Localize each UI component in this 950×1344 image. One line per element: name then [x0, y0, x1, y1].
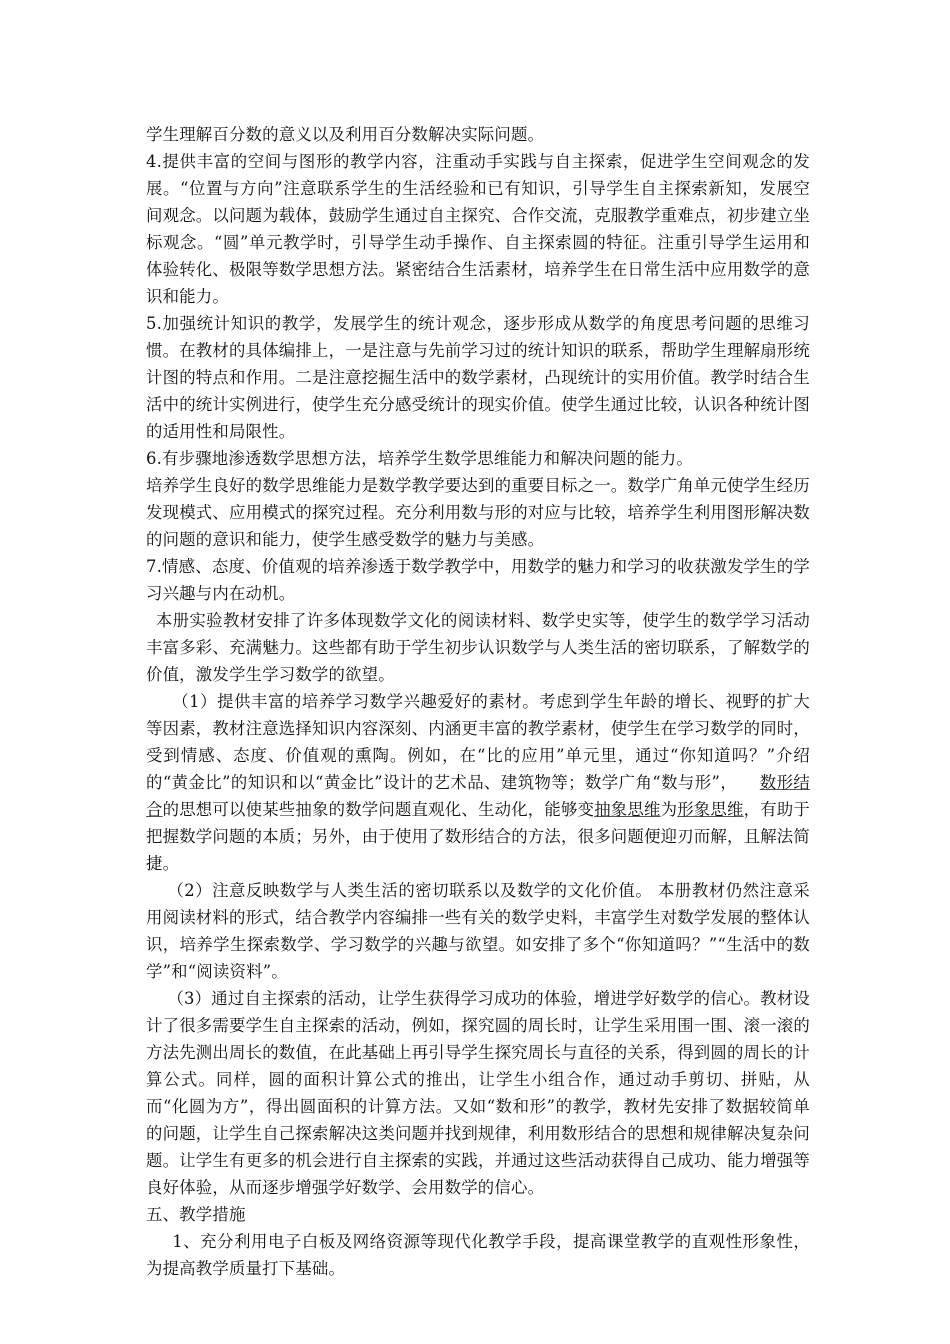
text-segment: ，有助于把握数学问题的本质；另外，由于使用了数形结合的方法，很多问题便迎刃而解，且解法简捷。	[146, 800, 810, 873]
paragraph-item-4-space-geometry: 4.提供丰富的空间与图形的教学内容，注重动手实践与自主探索，促进学生空间观念的发展。“位置与方向”注意联系学生的生活经验和已有知识，引导学生自主探索新知，发展空间观念。以问题为载体，鼓励学生通过自主探究、合作交流，克服教学重难点，初步建立坐标观念。“圆”单元教学时，引导学生动手操作、自主探索圆的特征。注重引导学生运用和体验转化、极限等数学思想方法。紧密结合生活素材，培养学生在日常生活中应用数学的意识和能力。	[146, 152, 810, 306]
paragraph-item-6-math-thinking: 6.有步骤地渗透数学思想方法，培养学生数学思维能力和解决问题的能力。	[146, 449, 693, 468]
paragraph-measure-1: 1、充分利用电子白板及网络资源等现代化教学手段，提高课堂教学的直观性形象性，为提高教学质量打下基础。	[146, 1232, 810, 1278]
link-shuxing-jiehe[interactable]: 数形结合	[146, 773, 811, 819]
link-image-thinking[interactable]: 形象思维	[677, 800, 744, 819]
paragraph-thinking-ability: 培养学生良好的数学思维能力是数学教学要达到的重要目标之一。数学广角单元使学生经历发现模式、应用模式的探究过程。充分利用数与形的对应与比较，培养学生利用图形解决数的问题的意识和能力，使学生感受数学的魅力与美感。	[146, 476, 810, 549]
paragraph-math-culture: 本册实验教材安排了许多体现数学文化的阅读材料、数学史实等，使学生的数学学习活动丰富多彩、充满魅力。这些都有助于学生初步认识数学与人类生活的密切联系，了解数学的价值，激发学生学习数学的欲望。	[146, 611, 810, 684]
paragraph-sub-2-cultural-value: （2）注意反映数学与人类生活的密切联系以及数学的文化价值。 本册教材仍然注意采用阅读材料的形式，结合教学内容编排一些有关的数学史料，丰富学生对数学发展的整体认识，培养学生探索数学、学习数学的兴趣与欲望。如安排了多个“你知道吗？”“生活中的数学”和“阅读资料”。	[146, 881, 810, 981]
paragraph-item-5-statistics: 5.加强统计知识的教学，发展学生的统计观念，逐步形成从数学的角度思考问题的思维习惯。在教材的具体编排上，一是注意与先前学习过的统计知识的联系，帮助学生理解扇形统计图的特点和作用。二是注意挖掘生活中的数学素材，凸现统计的实用价值。教学时结合生活中的统计实例进行，使学生充分感受统计的现实价值。使学生通过比较，认识各种统计图的适用性和局限性。	[146, 314, 810, 441]
section-heading-teaching-measures: 五、教学措施	[146, 1205, 246, 1224]
document-body	[146, 121, 810, 1282]
paragraph-item-7-emotion-attitude: 7.情感、态度、价值观的培养渗透于数学教学中，用数学的魅力和学习的收获激发学生的学习兴趣与内在动机。	[146, 557, 810, 603]
paragraph-sub-1-interest-materials	[146, 688, 810, 877]
text-segment: 为	[660, 800, 678, 819]
paragraph-percent-summary: 学生理解百分数的意义以及利用百分数解决实际问题。	[146, 125, 545, 144]
text-segment: （1）提供丰富的培养学习数学兴趣爱好的素材。考虑到学生年龄的增长、视野的扩大等因素，教材注意选择知识内容深刻、内涵更丰富的教学素材，使学生在学习数学的同时，受到情感、态度、价值观的熏陶。例如，在“比的应用”单元里，通过“你知道吗？”介绍的“黄金比”的知识和以“黄金比”设计的艺术品、建筑物等；数学广角“数与形”，	[146, 692, 810, 792]
text-segment: 的思想可以使某些抽象的数学问题直观化、生动化，能够变	[162, 800, 595, 819]
link-abstract-thinking[interactable]: 抽象思维	[594, 800, 661, 819]
paragraph-sub-3-self-exploration: （3）通过自主探索的活动，让学生获得学习成功的体验，增进学好数学的信心。教材设计了很多需要学生自主探索的活动，例如，探究圆的周长时，让学生采用围一围、滚一滚的方法先测出周长的数值，在此基础上再引导学生探究周长与直径的关系，得到圆的周长的计算公式。同样，圆的面积计算公式的推出，让学生小组合作，通过动手剪切、拼贴，从而“化圆为方”，得出圆面积的计算方法。又如“数和形”的教学，教材先安排了数据较简单的问题，让学生自己探索解决这类问题并找到规律，利用数形结合的思想和规律解决复杂问题。让学生有更多的机会进行自主探索的实践，并通过这些活动获得自己成功、能力增强等良好体验，从而逐步增强学好数学、会用数学的信心。	[146, 989, 810, 1197]
